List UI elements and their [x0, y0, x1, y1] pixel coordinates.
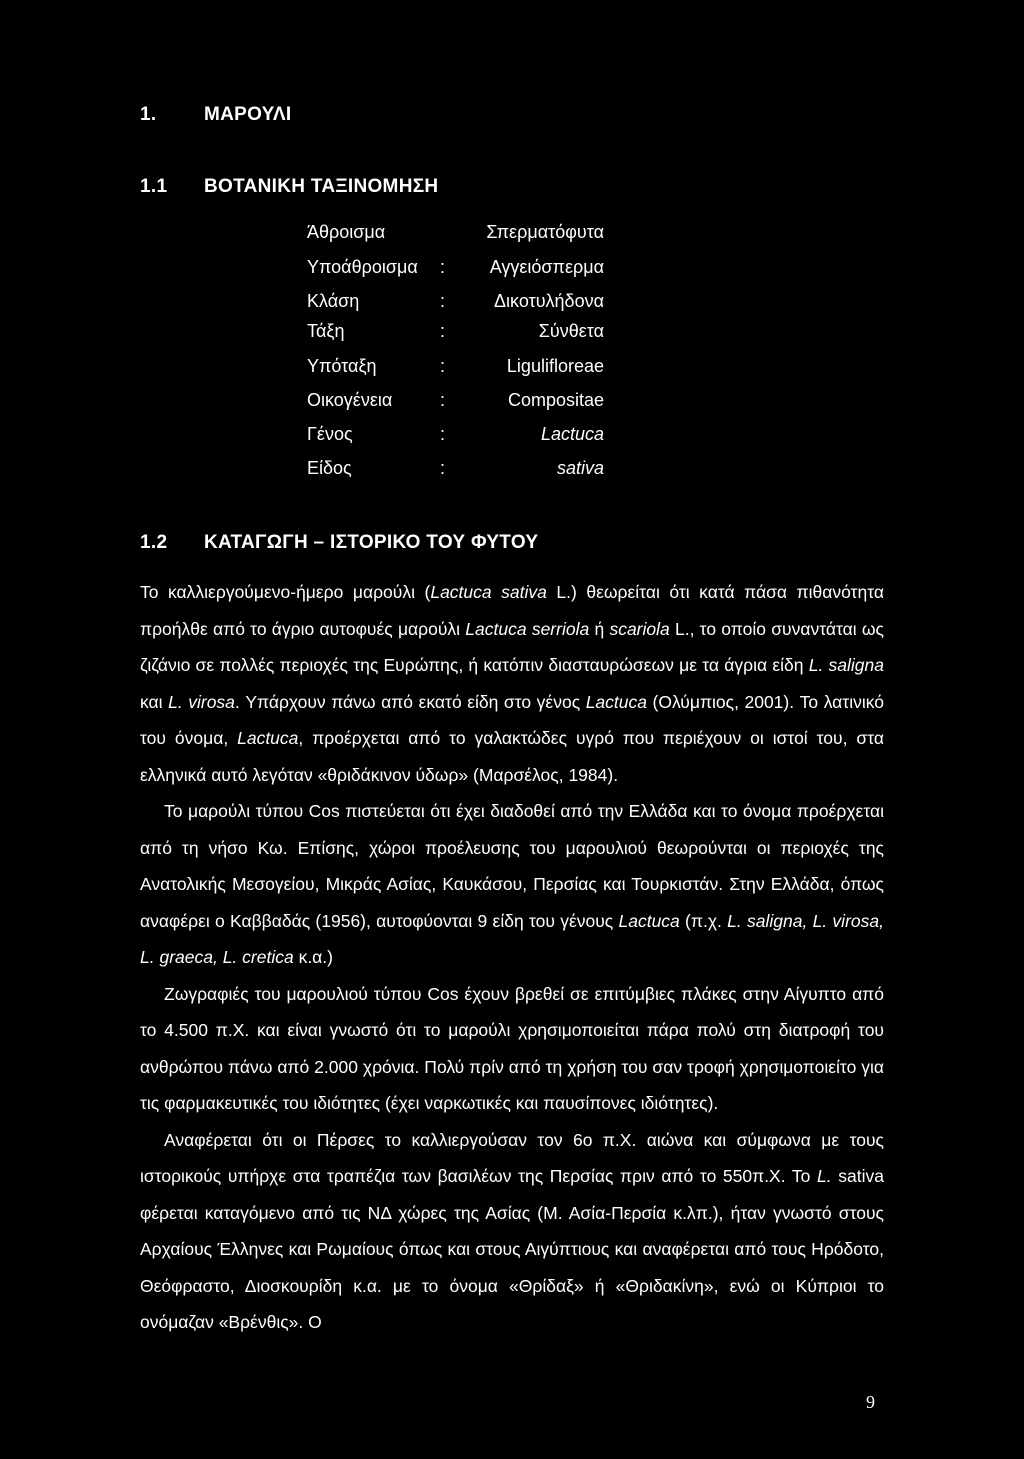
genus-abbrev: L. [817, 1166, 832, 1186]
genus-name: Lactuca [237, 728, 299, 748]
paragraph: Αναφέρεται ότι οι Πέρσες το καλλιεργούσαν τον 6ο π.Χ. αιώνα και σύμφωνα με τους ιστορικούς υπήρχε στα τραπέζια των βασιλέων της Περσίας πριν από το 550π.Χ. Το L. sativa φέρεται καταγόμενο από τις ΝΔ χώρες της Ασίας (Μ. Ασία-Περσία κ.λπ.), ήταν γνωστό στους Αρχαίους Έλληνες και Ρωμαίους όπως και στους Αιγύπτιους και αναφέρεται από τους Ηρόδοτο, Θεόφραστο, Διοσκουρίδη κ.α. με το όνομα «Θρίδαξ» ή «Θριδακίνη», ενώ οι Κύπριοι το ονόμαζαν «Βρένθις». Ο [140, 1129, 885, 1332]
taxonomy-separator: : [440, 356, 446, 376]
taxonomy-value: Liguliflοreae [506, 356, 604, 376]
paragraph: Το καλλιεργούμενο-ήμερο μαρούλι (Lactuca sativa L.) θεωρείται ότι κατά πάσα πιθανότητα προήλθε από το άγριο αυτοφυές μαρούλι Lactuca serriola ή scariola L., το οποίο συναντάται ως ζιζάνιο σε πολλές περιοχές της Ευρώπης, ή κατόπιν διασταυρώσεων με τα άγρια είδη L. saligna και L. virosa. Υπάρχουν πάνω από εκατό είδη στο γένος Lactuca (Ολύμπιος, 2001). Το λατινικό του όνομα, Lactuca, προέρχεται από το γαλακτώδες υγρό που περιέχουν οι ιστοί του, στα ελληνικά αυτό λεγόταν «θριδάκινον ύδωρ» (Μαρσέλος, 1984). [140, 582, 885, 785]
genus-name: Lactuca [618, 910, 680, 931]
taxonomy-value: Σύνθετα [538, 321, 604, 341]
species-name: scariola [609, 618, 670, 639]
chapter-heading [140, 104, 291, 126]
taxonomy-separator: : [440, 291, 446, 311]
species-list: L. saligna, L. virosa, L. graeca, L. cretica [140, 910, 884, 967]
page-number: 9 [866, 1392, 875, 1412]
taxonomy-separator: : [440, 424, 446, 444]
taxonomy-rank: Οικογένεια [307, 390, 393, 410]
taxonomy-value: Δικοτυλήδονα [494, 291, 604, 311]
species-name: L. virosa [168, 691, 235, 712]
taxonomy-value: Σπερματόφυτα [486, 222, 604, 242]
taxonomy-rank: Άθροισμα [307, 222, 386, 242]
section-title: ΚΑΤΑΓΩΓΗ – ΙΣΤΟΡΙΚΟ ΤΟΥ ΦΥΤΟΥ [204, 532, 539, 553]
taxonomy-value: Lactuca [540, 424, 604, 444]
taxonomy-rank: Είδος [307, 458, 352, 478]
body-text [140, 574, 884, 1341]
taxonomy-rank: Γένος [307, 424, 353, 444]
taxonomy-value: Αγγειόσπερμα [489, 257, 604, 277]
taxonomy-rank: Κλάση [307, 291, 360, 311]
species-name: Lactuca serriola [465, 618, 590, 639]
taxonomy-value: sativa [556, 458, 604, 478]
section-number: 1.1 [140, 176, 168, 197]
chapter-title: ΜΑΡΟΥΛΙ [204, 104, 292, 125]
section-heading-taxonomy [140, 176, 438, 198]
section-number: 1.2 [140, 532, 168, 553]
paragraph: Ζωγραφιές του μαρουλιού τύπου Cos έχουν βρεθεί σε επιτύμβιες πλάκες στην Αίγυπτο από το 4.500 π.Χ. και είναι γνωστό ότι το μαρούλι χρησιμοποιείται πάρα πολύ στη διατροφή του ανθρώπου πάνω από 2.000 χρόνια. Πολύ πρίν από τη χρήση του σαν τροφή χρησιμοποιείτο για τις φαρμακευτικές του ιδιότητες (έχει ναρκωτικές και παυσίπονες ιδιότητες). [140, 983, 884, 1113]
taxonomy-separator: : [440, 390, 446, 410]
chapter-number: 1. [140, 104, 157, 125]
paragraph: Το μαρούλι τύπου Cos πιστεύεται ότι έχει διαδοθεί από την Ελλάδα και το όνομα προέρχεται από τη νήσο Κω. Επίσης, χώροι προέλευσης του μαρουλιού θεωρούνται οι περιοχές της Ανατολικής Μεσογείου, Μικράς Ασίας, Καυκάσου, Περσίας και Τουρκιστάν. Στην Ελλάδα, όπως αναφέρει ο Καββαδάς (1956), αυτοφύονται 9 είδη του γένους Lactuca (π.χ. L. saligna, L. virosa, L. graeca, L. cretica κ.α.) [140, 801, 884, 967]
taxonomy-rank: Υπόταξη [307, 356, 377, 376]
taxonomy-separator: : [440, 458, 446, 478]
taxonomy-separator: : [440, 321, 446, 341]
species-name: L. saligna [808, 655, 884, 675]
taxonomy-separator: : [440, 257, 446, 277]
taxonomy-rank: Υποάθροισμα [307, 257, 418, 277]
genus-name: Lactuca [585, 691, 647, 712]
species-name: Lactuca sativa [430, 582, 547, 602]
section-heading-origin [140, 532, 538, 554]
taxonomy-value: Compositae [507, 390, 604, 410]
section-title: ΒΟΤΑΝΙΚΗ ΤΑΞΙΝΟΜΗΣΗ [204, 176, 439, 197]
taxonomy-rank: Τάξη [307, 321, 345, 341]
